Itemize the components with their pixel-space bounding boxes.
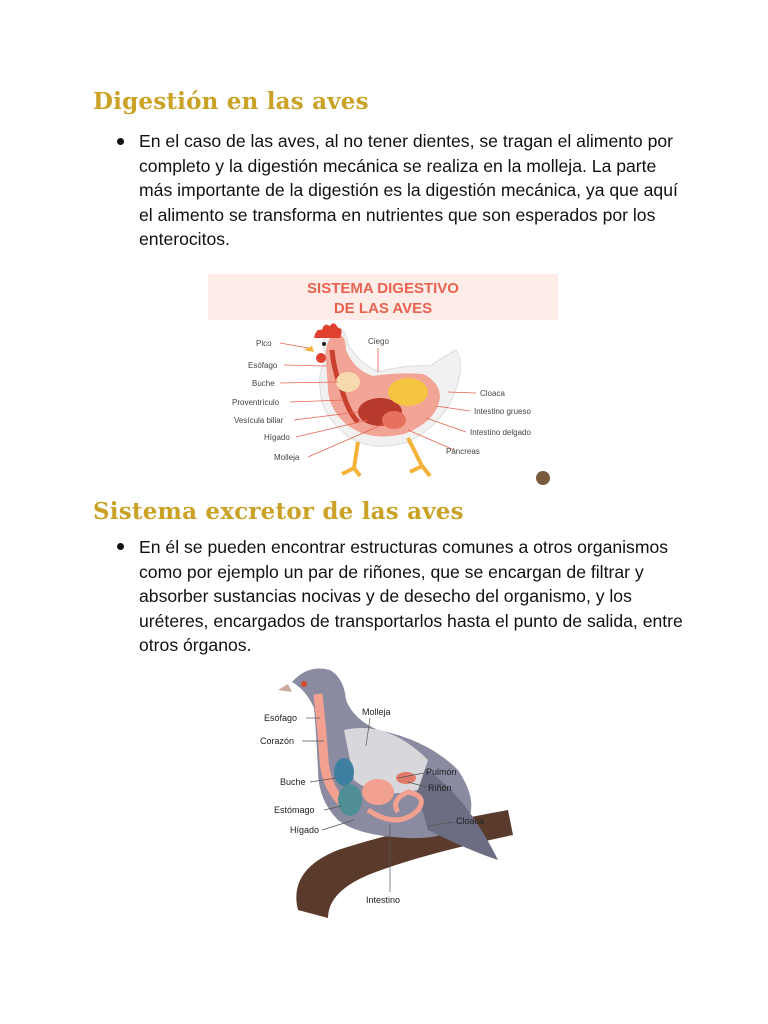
chicken-comb xyxy=(314,323,342,338)
label-buche: Buche xyxy=(252,379,275,388)
chicken-leg-left xyxy=(342,442,360,476)
label-rinon: Riñón xyxy=(428,783,452,793)
label-intestino-grueso: Intestino grueso xyxy=(474,407,531,416)
label-cloaca: Cloaca xyxy=(480,389,505,398)
label-intestino-delgado: Intestino delgado xyxy=(470,428,531,437)
figure-title-line2: DE LAS AVES xyxy=(333,300,433,317)
label-intestino: Intestino xyxy=(366,895,401,905)
label-estomago: Estómago xyxy=(274,805,315,815)
chicken-beak xyxy=(304,346,314,352)
liver-organ xyxy=(338,784,362,816)
label-esofago: Esófago xyxy=(264,713,298,723)
label-buche: Buche xyxy=(280,777,306,787)
label-esofago: Esófago xyxy=(248,361,278,370)
chicken-eye xyxy=(322,342,326,346)
cat-logo-icon xyxy=(536,471,550,485)
label-pancreas: Páncreas xyxy=(446,447,480,456)
label-vesicula: Vesícula biliar xyxy=(234,416,284,425)
label-molleja: Molleja xyxy=(274,453,300,462)
pigeon-eye xyxy=(301,681,307,687)
bullet-dot xyxy=(117,138,124,145)
chicken-leg-right xyxy=(408,438,430,476)
figure-title-line1: SISTEMA DIGESTIVO xyxy=(307,280,459,297)
label-pico: Pico xyxy=(256,339,272,348)
pigeon-beak xyxy=(278,684,292,692)
label-molleja: Molleja xyxy=(362,707,391,717)
label-cloaca: Cloaca xyxy=(456,816,485,826)
gizzard-organ xyxy=(382,411,406,429)
section-heading-digestion: Digestión en las aves xyxy=(93,88,369,115)
intestine-organ xyxy=(388,378,428,406)
pigeon-anatomy-figure xyxy=(258,660,518,925)
gizzard-organ xyxy=(362,779,394,805)
chicken-wattle xyxy=(316,353,326,363)
label-ciego: Ciego xyxy=(368,337,389,346)
crop-organ xyxy=(336,372,360,392)
section-heading-excretor: Sistema excretor de las aves xyxy=(93,498,464,525)
chicken-digestive-figure xyxy=(208,272,558,490)
label-proventriculo: Proventrículo xyxy=(232,398,280,407)
label-corazon: Corazón xyxy=(260,736,295,746)
digestion-paragraph: En el caso de las aves, al no tener dientes, se tragan el alimento por completo y la digestión mecánica se realiza en la molleja. La parte más importante de la digestión es la digestión mecánica, ya que aquí el alimento se transforma en nutrientes que son esperados por los enterocitos. xyxy=(139,131,678,249)
heart-organ xyxy=(334,758,354,786)
label-higado: Hígado xyxy=(290,825,320,835)
label-pulmon: Pulmón xyxy=(426,767,457,777)
excretor-paragraph: En él se pueden encontrar estructuras comunes a otros organismos como por ejemplo un par de riñones, que se encargan de filtrar y absorber sustancias nocivas y de desecho del organismo, y los uréteres, encargados de transportarlos hasta el punto de salida, entre otros órganos. xyxy=(139,537,683,655)
label-higado: Hígado xyxy=(264,433,290,442)
bullet-dot xyxy=(117,543,124,550)
